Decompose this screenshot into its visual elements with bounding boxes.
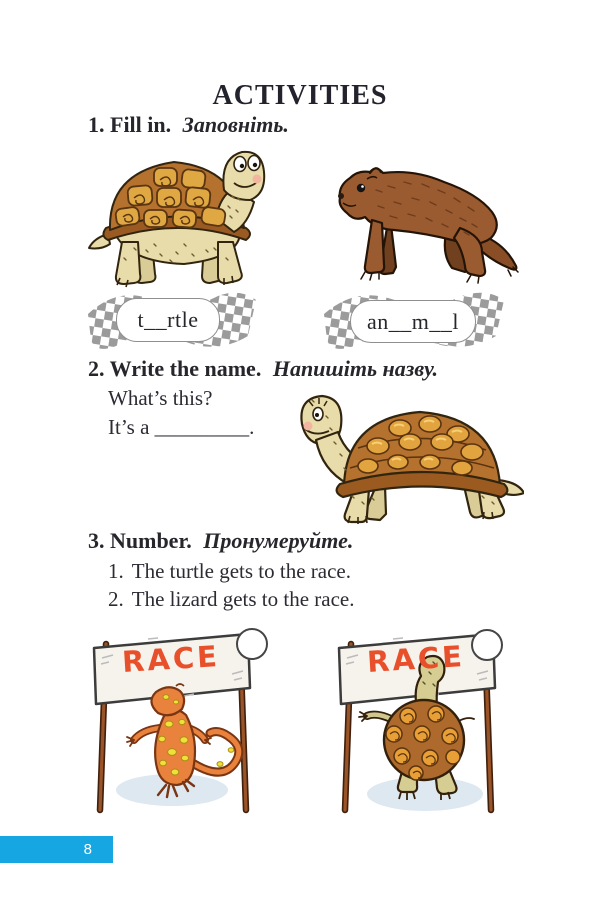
exercise3-heading-en: 3. Number. bbox=[88, 528, 192, 553]
race-scene-turtle bbox=[333, 612, 517, 817]
page-title: ACTIVITIES bbox=[212, 80, 388, 111]
turtle-walking-illustration bbox=[282, 386, 524, 528]
exercise2-question: What’s this? bbox=[108, 386, 213, 410]
answer-field-turtle[interactable]: t__rtle bbox=[116, 298, 220, 342]
page-number: 8 bbox=[83, 841, 92, 858]
turtle-illustration bbox=[86, 140, 270, 292]
answer-flag-turtle bbox=[84, 282, 264, 360]
item-text: The lizard gets to the race. bbox=[131, 587, 355, 611]
exercise2-heading-en: 2. Write the name. bbox=[88, 356, 262, 381]
exercise2-heading bbox=[88, 356, 438, 382]
answer-circle[interactable] bbox=[471, 629, 503, 661]
exercise3-item-1 bbox=[108, 559, 351, 584]
exercise3-heading-uk: Пронумеруйте. bbox=[203, 528, 354, 553]
answer-flag-animal bbox=[320, 282, 512, 360]
race-banner-label: RACE bbox=[366, 639, 466, 679]
exercise3-heading bbox=[88, 528, 353, 554]
answer-field-animal[interactable]: an__m__l bbox=[350, 300, 476, 343]
exercise1-heading bbox=[88, 112, 289, 138]
brown-animal-illustration bbox=[330, 146, 522, 292]
race-scene-lizard bbox=[88, 612, 272, 817]
item-text: The turtle gets to the race. bbox=[131, 559, 351, 583]
exercise2-answer-line[interactable]: It’s a _________. bbox=[108, 415, 255, 439]
exercise3-item-2 bbox=[108, 587, 354, 612]
answer-circle[interactable] bbox=[236, 628, 268, 660]
item-number: 2. bbox=[108, 587, 124, 611]
exercise1-heading-en: 1. Fill in. bbox=[88, 112, 172, 137]
exercise2-heading-uk: Напишіть назву. bbox=[272, 356, 439, 381]
race-banner-label: RACE bbox=[121, 639, 221, 679]
exercise1-heading-uk: Заповніть. bbox=[182, 112, 289, 137]
item-number: 1. bbox=[108, 559, 124, 583]
footer-bar bbox=[0, 836, 113, 863]
